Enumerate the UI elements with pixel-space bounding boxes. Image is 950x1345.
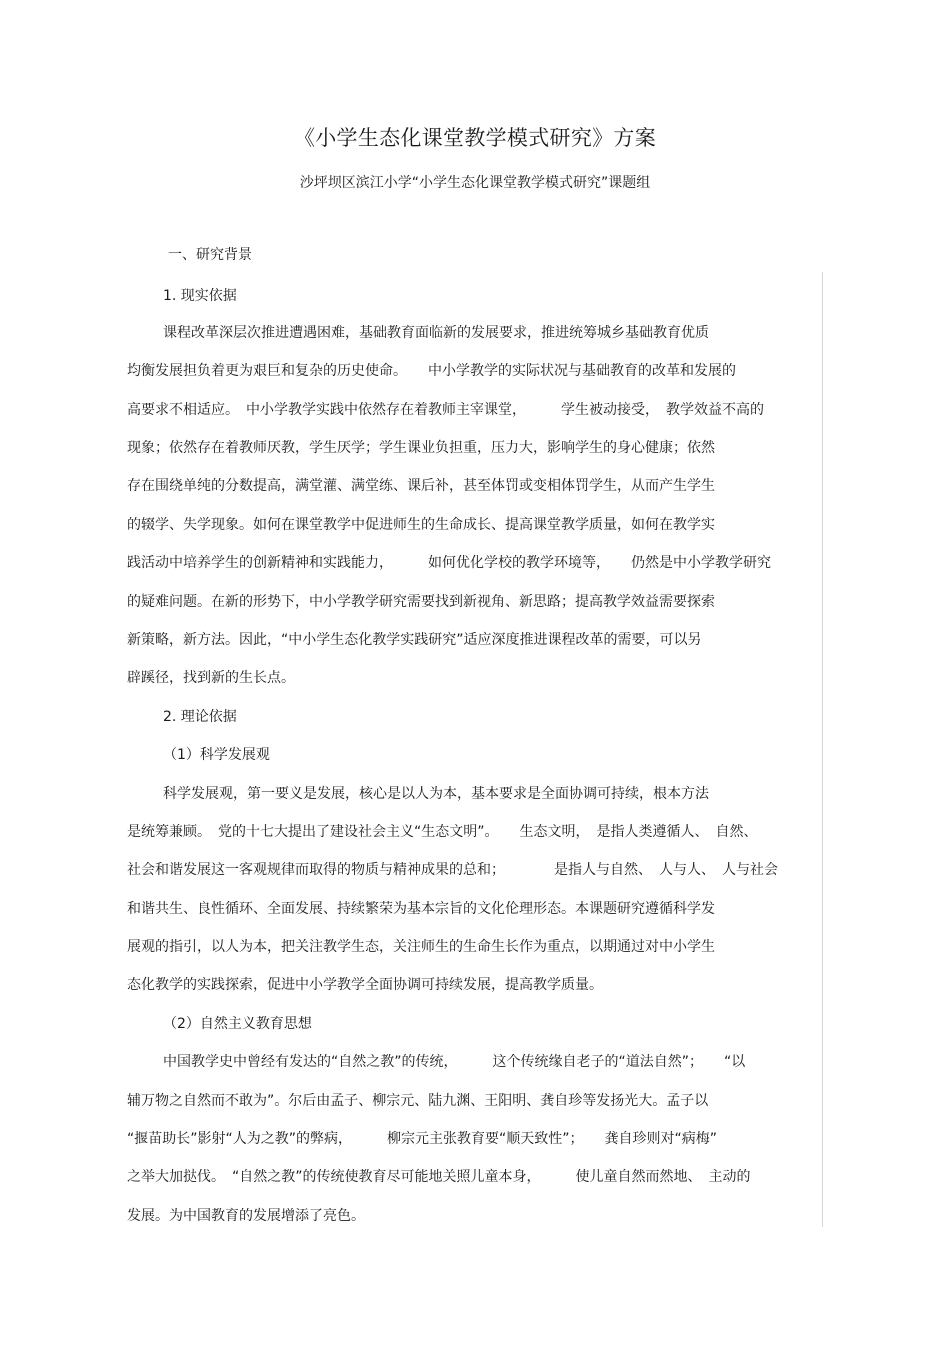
paragraph-line: 的疑难问题。在新的形势下，中小学教学研究需要找到新视角、新思路；提高教学效益需要探索 <box>127 594 715 610</box>
paragraph-line: 展观的指引，以人为本，把关注教学生态，关注师生的生命生长作为重点，以期通过对中小学生 <box>127 939 715 955</box>
paragraph-line: 存在围绕单纯的分数提高，满堂灌、满堂练、课后补，甚至体罚或变相体罚学生，从而产生学生 <box>127 478 715 494</box>
paragraph-line: 的辍学、失学现象。如何在课堂教学中促进师生的生命成长、提高课堂教学质量，如何在教学实 <box>127 517 715 533</box>
paragraph-line: 社会和谐发展这一客观规律而取得的物质与精神成果的总和； 是指人与自然、 人与人、 人与社会 <box>127 862 778 878</box>
paragraph-line: 辟蹊径，找到新的生长点。 <box>127 670 295 686</box>
paragraph-line: 辅万物之自然而不敢为”。尔后由孟子、柳宗元、陆九渊、王阳明、龚自珍等发扬光大。孟子以 <box>127 1093 709 1109</box>
paragraph-line: “揠苗助长”影射“人为之教”的弊病， 柳宗元主张教育要“顺天致性”； 龚自珍则对“病梅” <box>127 1131 718 1147</box>
paragraph-line: 发展。为中国教育的发展增添了亮色。 <box>127 1208 365 1224</box>
paragraph-line: 现象；依然存在着教师厌教，学生厌学；学生课业负担重，压力大，影响学生的身心健康；依然 <box>127 440 715 456</box>
paragraph-line: 之举大加挞伐。 “自然之教”的传统使教育尽可能地关照儿童本身， 使儿童自然而然地、 主动的 <box>127 1169 751 1185</box>
page-edge-line <box>822 272 823 1227</box>
document-subtitle: 沙坪坝区滨江小学“小学生态化课堂教学模式研究”课题组 <box>299 175 651 191</box>
subsection-heading-naturalism: （2）自然主义教育思想 <box>163 1016 312 1032</box>
subsection-heading-practical-basis: 1. 现实依据 <box>163 288 237 304</box>
paragraph-line: 均衡发展担负着更为艰巨和复杂的历史使命。 中小学教学的实际状况与基础教育的改革和发展的 <box>127 363 736 379</box>
paragraph-line: 践活动中培养学生的创新精神和实践能力， 如何优化学校的教学环境等， 仍然是中小学教学研究 <box>127 555 771 571</box>
paragraph-line: 科学发展观，第一要义是发展，核心是以人为本，基本要求是全面协调可持续，根本方法 <box>163 786 709 802</box>
paragraph-line: 高要求不相适应。 中小学教学实践中依然存在着教师主宰课堂， 学生被动接受， 教学效益不高的 <box>127 402 764 418</box>
paragraph-line: 和谐共生、良性循环、全面发展、持续繁荣为基本宗旨的文化伦理形态。本课题研究遵循科学发 <box>127 901 715 917</box>
paragraph-line: 课程改革深层次推进遭遇困难，基础教育面临新的发展要求，推进统筹城乡基础教育优质 <box>163 325 709 341</box>
section-heading-background: 一、研究背景 <box>168 247 252 263</box>
paragraph-line: 是统筹兼顾。 党的十七大提出了建设社会主义“生态文明”。 生态文明， 是指人类遵循人、 自然、 <box>127 824 758 840</box>
document-title: 《小学生态化课堂教学模式研究》方案 <box>293 126 657 150</box>
paragraph-line: 新策略，新方法。因此，“中小学生态化教学实践研究”适应深度推进课程改革的需要，可以另 <box>127 632 702 648</box>
subsection-heading-theoretical-basis: 2. 理论依据 <box>163 709 237 725</box>
paragraph-line: 态化教学的实践探索，促进中小学教学全面协调可持续发展，提高教学质量。 <box>127 977 603 993</box>
paragraph-line: 中国教学史中曾经有发达的“自然之教”的传统， 这个传统缘自老子的“道法自然”； “以 <box>163 1054 746 1070</box>
subsection-heading-scientific-development: （1）科学发展观 <box>163 747 270 763</box>
